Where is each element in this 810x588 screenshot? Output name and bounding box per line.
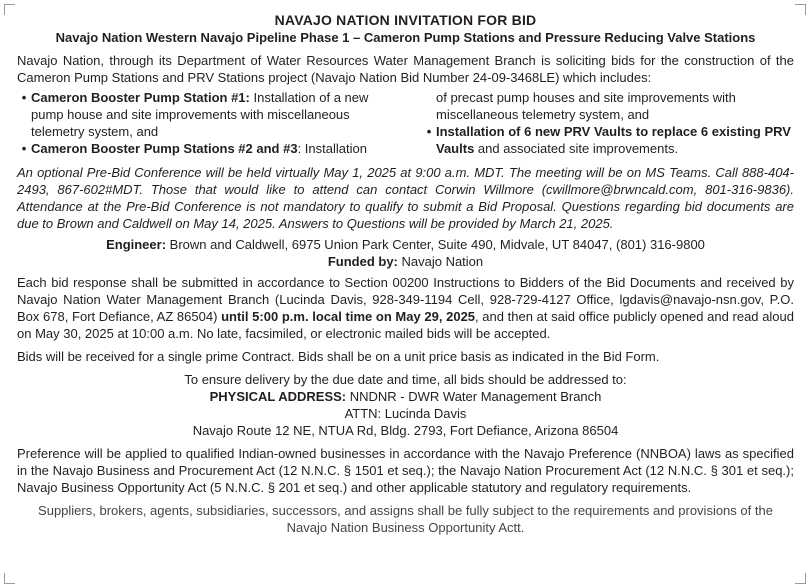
scope-list — [17, 89, 794, 157]
scope-column-right — [422, 89, 794, 157]
prebid-paragraph: An optional Pre-Bid Conference will be held virtually May 1, 2025 at 9:00 a.m. MDT. The meeting will be on MS Teams. Call 888-404-2493, 867-602#MDT. Those that would like to attend can contact Corwin Willmore (cwillmore@brwncald.com, 801-316-9836). Attendance at the Pre-Bid Conference is not mandatory to qualify to submit a Bid Proposal. Questions regarding bid documents are due to Brown and Caldwell on May 14, 2025. Answers to Questions will be provided by March 21, 2025. — [17, 165, 794, 231]
preference-paragraph: Preference will be applied to qualified Indian-owned businesses in accordance with the Navajo Preference (NNBOA) laws as specified in the Navajo Business and Procurement Act (12 N.N.C. § 1501 et seq.); the Navajo Nation Procurement Act (12 N.N.C. § 301 et seq.); Navajo Business Opportunity Act (5 N.N.C. § 201 et seq.) and other applicable statutory and regulatory requirements. — [17, 446, 794, 495]
address-line-3: Navajo Route 12 NE, NTUA Rd, Bldg. 2793, Fort Defiance, Arizona 86504 — [192, 423, 619, 438]
bullet-icon: • — [21, 90, 27, 105]
scope-column-left — [17, 89, 389, 157]
corner-mark-bottom-right — [795, 573, 806, 584]
address-label: PHYSICAL ADDRESS: — [209, 389, 347, 404]
engineer-value: Brown and Caldwell, 6975 Union Park Center, Suite 490, Midvale, UT 84047, (801) 316-9800 — [166, 237, 705, 252]
contract-paragraph: Bids will be received for a single prime Contract. Bids shall be on a unit price basis as indicated in the Bid Form. — [17, 349, 660, 364]
corner-mark-top-right — [795, 4, 806, 15]
bullet-text: : Installation — [297, 141, 367, 156]
corner-mark-top-left — [4, 4, 15, 15]
funded-line — [17, 253, 794, 270]
address-line-1: NNDNR - DWR Water Management Branch — [346, 389, 602, 404]
address-block — [17, 371, 794, 439]
bullet-heading: Cameron Booster Pump Station #1: — [31, 90, 250, 105]
notice-title: NAVAJO NATION INVITATION FOR BID — [274, 12, 537, 28]
bullet-icon: • — [426, 124, 432, 139]
submission-paragraph — [17, 274, 794, 342]
funded-value: Navajo Nation — [397, 254, 484, 269]
bullet-heading: Installation of 6 new PRV Vaults to replace 6 existing PRV Vaults — [436, 124, 791, 156]
corner-mark-bottom-left — [4, 573, 15, 584]
submission-text: Each bid response shall be submitted in accordance to Section 00200 Instructions to Bidders of the Bid Documents and received by Navajo Nation Water Management Branch (Lucinda Davis, 928-349-1194 Cell, 928-729-4127 Office, lgdavis@navajo-nsn.gov, P.O. Box 678, Fort Defiance, AZ 86504) — [17, 275, 794, 324]
engineer-line — [17, 236, 794, 253]
bullet-text: and associated site improvements. — [474, 141, 679, 156]
intro-paragraph: Navajo Nation, through its Department of Water Resources Water Management Branch is soliciting bids for the construction of the Cameron Pump Stations and PRV Stations project (Navajo Nation Bid Number 24-09-3468LE) which includes: — [17, 53, 794, 85]
address-line-2: ATTN: Lucinda Davis — [344, 406, 467, 421]
submission-text-cont: , and then at said office publicly opened and read aloud on May 30, 2025 at 10:00 a.m. No late, facsimiled, or electronic mailed bids will be accepted. — [17, 309, 794, 341]
funded-label: Funded by: — [327, 254, 398, 269]
engineer-label: Engineer: — [106, 237, 167, 252]
list-item — [17, 140, 389, 157]
bullet-heading: Cameron Booster Pump Stations #2 and #3 — [31, 141, 298, 156]
bullet-continuation: of precast pump houses and site improvements with miscellaneous telemetry system, and — [436, 90, 736, 122]
address-intro: To ensure delivery by the due date and time, all bids should be addressed to: — [184, 372, 627, 387]
list-item — [422, 123, 794, 157]
bullet-text: Installation of a new pump house and site improvements with miscellaneous telemetry system, and — [31, 90, 369, 139]
notice — [17, 12, 794, 536]
submission-deadline: until 5:00 p.m. local time on May 29, 2025 — [221, 309, 476, 324]
footer-paragraph: Suppliers, brokers, agents, subsidiaries, successors, and assigns shall be fully subject to the requirements and provisions of the Navajo Nation Business Opportunity Actt. — [38, 503, 773, 535]
list-item — [17, 89, 389, 140]
notice-subtitle: Navajo Nation Western Navajo Pipeline Phase 1 – Cameron Pump Stations and Pressure Reducing Valve Stations — [55, 30, 756, 45]
bullet-icon: • — [21, 141, 27, 156]
